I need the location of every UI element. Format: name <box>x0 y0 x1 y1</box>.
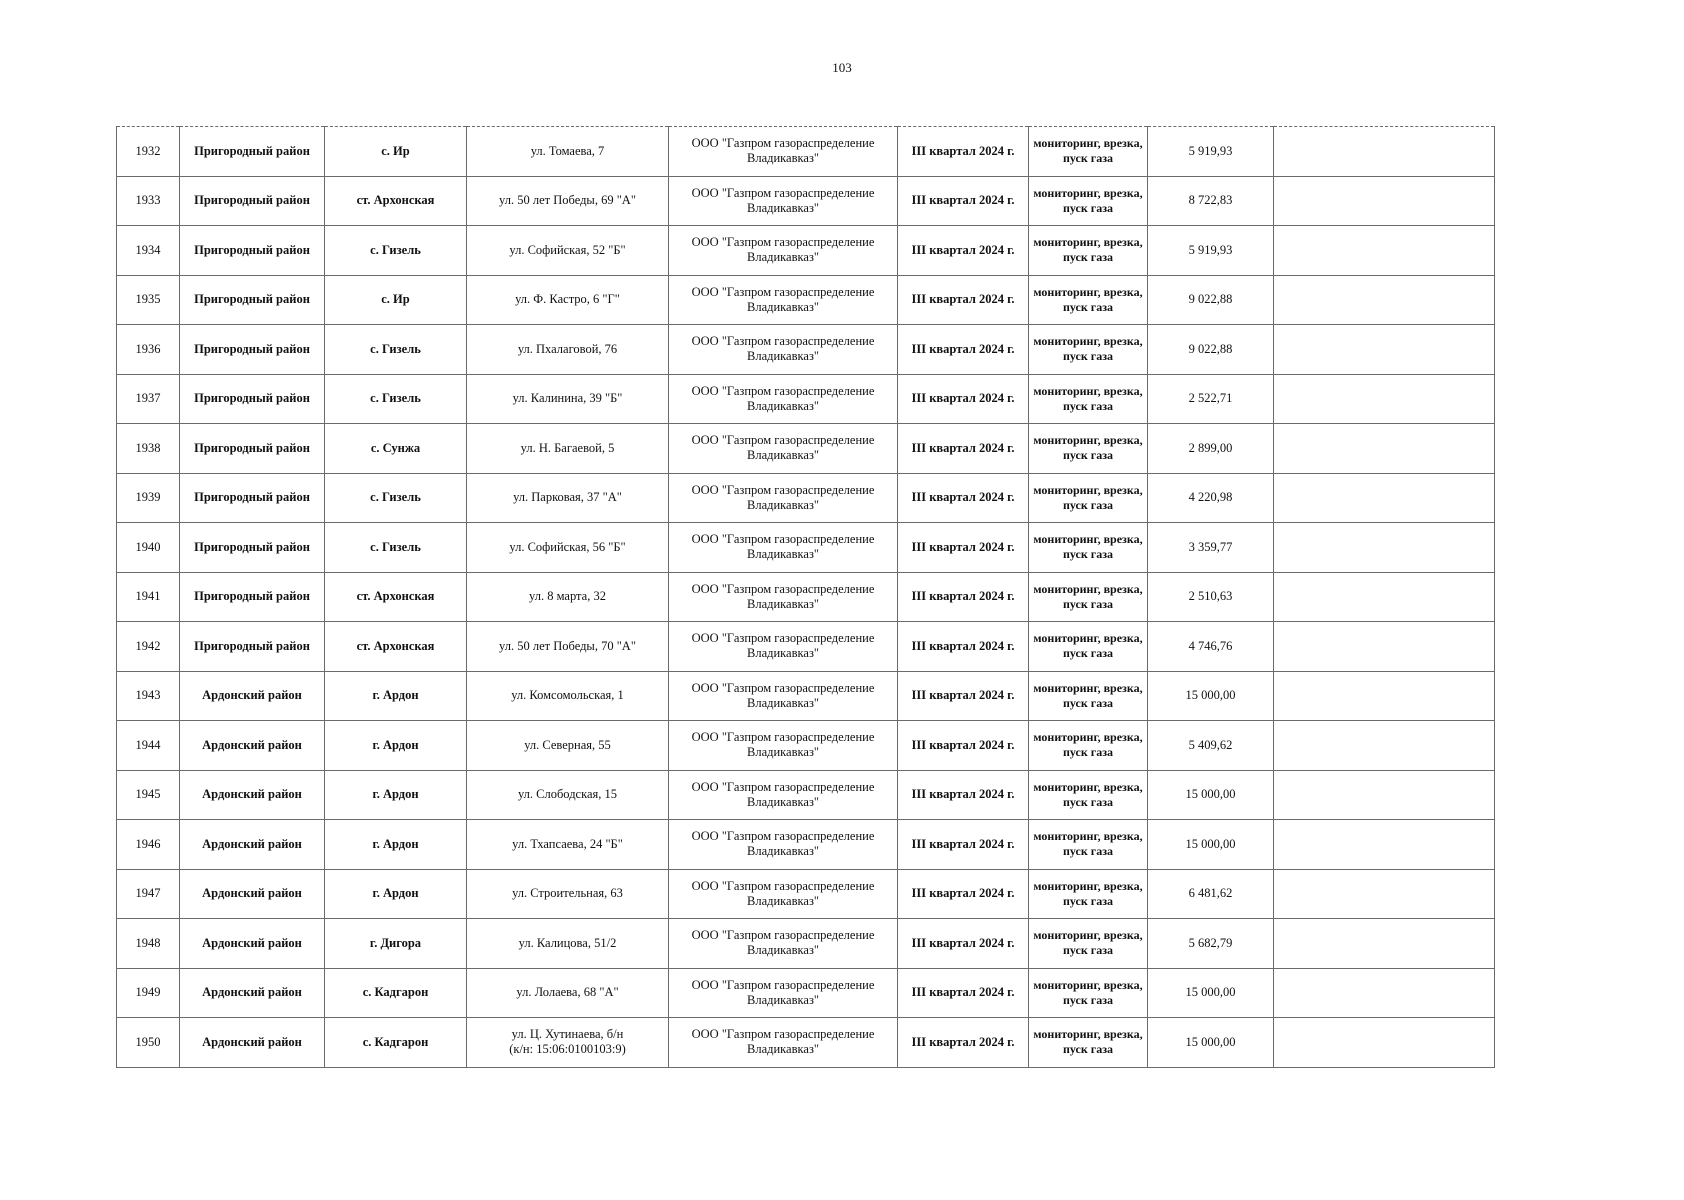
locality-cell: с. Гизель <box>325 374 467 424</box>
locality-cell: с. Сунжа <box>325 424 467 474</box>
address-cell <box>467 523 669 573</box>
locality-cell: ст. Архонская <box>325 176 467 226</box>
note-cell <box>1274 968 1495 1018</box>
organization-cell: ООО "Газпром газораспределение Владикавказ" <box>669 473 898 523</box>
district-cell: Пригородный район <box>180 523 325 573</box>
row-number: 1934 <box>117 226 180 276</box>
row-number: 1939 <box>117 473 180 523</box>
district-cell: Пригородный район <box>180 127 325 177</box>
row-number: 1937 <box>117 374 180 424</box>
organization-cell: ООО "Газпром газораспределение Владикавказ" <box>669 226 898 276</box>
period-cell: III квартал 2024 г. <box>898 622 1029 672</box>
address-cell <box>467 820 669 870</box>
amount-cell: 2 899,00 <box>1148 424 1274 474</box>
organization-cell: ООО "Газпром газораспределение Владикавказ" <box>669 869 898 919</box>
work-type-cell: мониторинг, врезка, пуск газа <box>1029 671 1148 721</box>
period-cell: III квартал 2024 г. <box>898 572 1029 622</box>
note-cell <box>1274 325 1495 375</box>
row-number: 1932 <box>117 127 180 177</box>
note-cell <box>1274 374 1495 424</box>
work-type-cell: мониторинг, врезка, пуск газа <box>1029 424 1148 474</box>
address-cell <box>467 1018 669 1068</box>
district-cell: Ардонский район <box>180 820 325 870</box>
period-cell: III квартал 2024 г. <box>898 374 1029 424</box>
address-line: ул. Парковая, 37 "А" <box>513 490 622 505</box>
address-line: ул. 50 лет Победы, 70 "А" <box>499 638 636 653</box>
organization-cell: ООО "Газпром газораспределение Владикавказ" <box>669 523 898 573</box>
locality-cell: г. Ардон <box>325 869 467 919</box>
table-row <box>117 721 1495 771</box>
address-cell <box>467 869 669 919</box>
locality-cell: г. Ардон <box>325 721 467 771</box>
period-cell: III квартал 2024 г. <box>898 1018 1029 1068</box>
period-cell: III квартал 2024 г. <box>898 424 1029 474</box>
address-line: ул. Комсомольская, 1 <box>511 688 624 703</box>
page-number: 103 <box>832 60 852 75</box>
row-number: 1943 <box>117 671 180 721</box>
address-cell <box>467 275 669 325</box>
note-cell <box>1274 919 1495 969</box>
address-line: ул. Пхалаговой, 76 <box>517 341 618 356</box>
period-cell: III квартал 2024 г. <box>898 919 1029 969</box>
address-line: ул. Лолаева, 68 "А" <box>516 985 619 1000</box>
period-cell: III квартал 2024 г. <box>898 968 1029 1018</box>
locality-cell: с. Гизель <box>325 226 467 276</box>
district-cell: Пригородный район <box>180 572 325 622</box>
row-number: 1938 <box>117 424 180 474</box>
district-cell: Пригородный район <box>180 325 325 375</box>
table-row <box>117 770 1495 820</box>
cadastral-number: (к/н: 15:06:0100103:9) <box>509 1042 626 1057</box>
address-cell <box>467 572 669 622</box>
amount-cell: 4 746,76 <box>1148 622 1274 672</box>
organization-cell: ООО "Газпром газораспределение Владикавказ" <box>669 919 898 969</box>
table-row <box>117 127 1495 177</box>
amount-cell: 3 359,77 <box>1148 523 1274 573</box>
address-line: ул. Слободская, 15 <box>517 787 618 802</box>
address-cell <box>467 473 669 523</box>
table-row <box>117 176 1495 226</box>
note-cell <box>1274 869 1495 919</box>
note-cell <box>1274 473 1495 523</box>
note-cell <box>1274 572 1495 622</box>
table-row <box>117 226 1495 276</box>
locality-cell: г. Ардон <box>325 820 467 870</box>
period-cell: III квартал 2024 г. <box>898 820 1029 870</box>
amount-cell: 5 409,62 <box>1148 721 1274 771</box>
district-cell: Пригородный район <box>180 374 325 424</box>
address-line: ул. Тхапсаева, 24 "Б" <box>512 836 623 851</box>
table-row <box>117 325 1495 375</box>
address-cell <box>467 127 669 177</box>
table-row <box>117 869 1495 919</box>
row-number: 1942 <box>117 622 180 672</box>
work-type-cell: мониторинг, врезка, пуск газа <box>1029 1018 1148 1068</box>
locality-cell: г. Дигора <box>325 919 467 969</box>
amount-cell: 15 000,00 <box>1148 1018 1274 1068</box>
work-type-cell: мониторинг, врезка, пуск газа <box>1029 523 1148 573</box>
note-cell <box>1274 622 1495 672</box>
address-cell <box>467 622 669 672</box>
table-row <box>117 275 1495 325</box>
amount-cell: 15 000,00 <box>1148 820 1274 870</box>
amount-cell: 5 919,93 <box>1148 127 1274 177</box>
district-cell: Ардонский район <box>180 770 325 820</box>
work-type-cell: мониторинг, врезка, пуск газа <box>1029 968 1148 1018</box>
address-line: ул. Калицова, 51/2 <box>518 935 617 950</box>
district-cell: Ардонский район <box>180 968 325 1018</box>
organization-cell: ООО "Газпром газораспределение Владикавказ" <box>669 622 898 672</box>
amount-cell: 8 722,83 <box>1148 176 1274 226</box>
period-cell: III квартал 2024 г. <box>898 523 1029 573</box>
note-cell <box>1274 770 1495 820</box>
locality-cell: с. Гизель <box>325 523 467 573</box>
address-cell <box>467 671 669 721</box>
district-cell: Ардонский район <box>180 1018 325 1068</box>
period-cell: III квартал 2024 г. <box>898 671 1029 721</box>
locality-cell: ст. Архонская <box>325 622 467 672</box>
address-cell <box>467 424 669 474</box>
district-cell: Ардонский район <box>180 721 325 771</box>
note-cell <box>1274 226 1495 276</box>
organization-cell: ООО "Газпром газораспределение Владикавказ" <box>669 1018 898 1068</box>
organization-cell: ООО "Газпром газораспределение Владикавказ" <box>669 275 898 325</box>
address-line: ул. Северная, 55 <box>524 737 611 752</box>
note-cell <box>1274 671 1495 721</box>
address-cell <box>467 325 669 375</box>
organization-cell: ООО "Газпром газораспределение Владикавказ" <box>669 127 898 177</box>
address-cell <box>467 919 669 969</box>
note-cell <box>1274 424 1495 474</box>
gas-connection-table <box>116 126 1495 1068</box>
row-number: 1947 <box>117 869 180 919</box>
address-line: ул. Калинина, 39 "Б" <box>512 391 623 406</box>
period-cell: III квартал 2024 г. <box>898 325 1029 375</box>
note-cell <box>1274 176 1495 226</box>
table-row <box>117 820 1495 870</box>
note-cell <box>1274 523 1495 573</box>
organization-cell: ООО "Газпром газораспределение Владикавказ" <box>669 770 898 820</box>
district-cell: Пригородный район <box>180 473 325 523</box>
period-cell: III квартал 2024 г. <box>898 473 1029 523</box>
district-cell: Пригородный район <box>180 424 325 474</box>
row-number: 1944 <box>117 721 180 771</box>
table-row <box>117 374 1495 424</box>
work-type-cell: мониторинг, врезка, пуск газа <box>1029 622 1148 672</box>
locality-cell: с. Ир <box>325 275 467 325</box>
note-cell <box>1274 127 1495 177</box>
period-cell: III квартал 2024 г. <box>898 770 1029 820</box>
locality-cell: ст. Архонская <box>325 572 467 622</box>
work-type-cell: мониторинг, врезка, пуск газа <box>1029 721 1148 771</box>
address-cell <box>467 721 669 771</box>
row-number: 1933 <box>117 176 180 226</box>
amount-cell: 2 522,71 <box>1148 374 1274 424</box>
table-row <box>117 919 1495 969</box>
table-row <box>117 424 1495 474</box>
address-line: ул. Н. Багаевой, 5 <box>520 440 615 455</box>
note-cell <box>1274 721 1495 771</box>
row-number: 1941 <box>117 572 180 622</box>
row-number: 1940 <box>117 523 180 573</box>
organization-cell: ООО "Газпром газораспределение Владикавказ" <box>669 176 898 226</box>
work-type-cell: мониторинг, врезка, пуск газа <box>1029 176 1148 226</box>
work-type-cell: мониторинг, врезка, пуск газа <box>1029 869 1148 919</box>
locality-cell: с. Гизель <box>325 473 467 523</box>
organization-cell: ООО "Газпром газораспределение Владикавказ" <box>669 671 898 721</box>
amount-cell: 2 510,63 <box>1148 572 1274 622</box>
address-cell <box>467 968 669 1018</box>
row-number: 1948 <box>117 919 180 969</box>
table-row <box>117 473 1495 523</box>
district-cell: Ардонский район <box>180 919 325 969</box>
organization-cell: ООО "Газпром газораспределение Владикавказ" <box>669 374 898 424</box>
note-cell <box>1274 1018 1495 1068</box>
locality-cell: г. Ардон <box>325 671 467 721</box>
address-cell <box>467 226 669 276</box>
row-number: 1936 <box>117 325 180 375</box>
row-number: 1946 <box>117 820 180 870</box>
amount-cell: 9 022,88 <box>1148 325 1274 375</box>
note-cell <box>1274 275 1495 325</box>
address-cell <box>467 770 669 820</box>
table-row <box>117 671 1495 721</box>
address-line: ул. Строительная, 63 <box>512 886 623 901</box>
organization-cell: ООО "Газпром газораспределение Владикавказ" <box>669 572 898 622</box>
table-body <box>117 127 1495 1068</box>
locality-cell: с. Кадгарон <box>325 1018 467 1068</box>
table-row <box>117 968 1495 1018</box>
amount-cell: 5 682,79 <box>1148 919 1274 969</box>
row-number: 1950 <box>117 1018 180 1068</box>
period-cell: III квартал 2024 г. <box>898 275 1029 325</box>
district-cell: Ардонский район <box>180 869 325 919</box>
period-cell: III квартал 2024 г. <box>898 721 1029 771</box>
locality-cell: с. Гизель <box>325 325 467 375</box>
table-row <box>117 1018 1495 1068</box>
locality-cell: с. Кадгарон <box>325 968 467 1018</box>
address-line: ул. Софийская, 52 "Б" <box>509 242 626 257</box>
row-number: 1949 <box>117 968 180 1018</box>
period-cell: III квартал 2024 г. <box>898 127 1029 177</box>
work-type-cell: мониторинг, врезка, пуск газа <box>1029 572 1148 622</box>
period-cell: III квартал 2024 г. <box>898 226 1029 276</box>
amount-cell: 6 481,62 <box>1148 869 1274 919</box>
work-type-cell: мониторинг, врезка, пуск газа <box>1029 770 1148 820</box>
amount-cell: 15 000,00 <box>1148 968 1274 1018</box>
amount-cell: 5 919,93 <box>1148 226 1274 276</box>
work-type-cell: мониторинг, врезка, пуск газа <box>1029 919 1148 969</box>
address-line: ул. Томаева, 7 <box>530 143 605 158</box>
work-type-cell: мониторинг, врезка, пуск газа <box>1029 820 1148 870</box>
address-line: ул. 50 лет Победы, 69 "А" <box>499 193 636 208</box>
district-cell: Пригородный район <box>180 226 325 276</box>
table-row <box>117 622 1495 672</box>
address-cell <box>467 374 669 424</box>
table-row <box>117 572 1495 622</box>
period-cell: III квартал 2024 г. <box>898 176 1029 226</box>
district-cell: Пригородный район <box>180 176 325 226</box>
address-cell <box>467 176 669 226</box>
table-row <box>117 523 1495 573</box>
work-type-cell: мониторинг, врезка, пуск газа <box>1029 325 1148 375</box>
address-line: ул. Ц. Хутинаева, б/н <box>511 1027 624 1042</box>
note-cell <box>1274 820 1495 870</box>
address-line: ул. 8 марта, 32 <box>529 589 606 604</box>
organization-cell: ООО "Газпром газораспределение Владикавказ" <box>669 968 898 1018</box>
district-cell: Пригородный район <box>180 622 325 672</box>
work-type-cell: мониторинг, врезка, пуск газа <box>1029 374 1148 424</box>
period-cell: III квартал 2024 г. <box>898 869 1029 919</box>
row-number: 1935 <box>117 275 180 325</box>
locality-cell: с. Ир <box>325 127 467 177</box>
organization-cell: ООО "Газпром газораспределение Владикавказ" <box>669 424 898 474</box>
row-number: 1945 <box>117 770 180 820</box>
address-line: ул. Софийская, 56 "Б" <box>509 539 626 554</box>
work-type-cell: мониторинг, врезка, пуск газа <box>1029 127 1148 177</box>
locality-cell: г. Ардон <box>325 770 467 820</box>
amount-cell: 15 000,00 <box>1148 671 1274 721</box>
district-cell: Ардонский район <box>180 671 325 721</box>
address-line: ул. Ф. Кастро, 6 "Г" <box>515 292 620 307</box>
organization-cell: ООО "Газпром газораспределение Владикавказ" <box>669 325 898 375</box>
district-cell: Пригородный район <box>180 275 325 325</box>
work-type-cell: мониторинг, врезка, пуск газа <box>1029 473 1148 523</box>
work-type-cell: мониторинг, врезка, пуск газа <box>1029 226 1148 276</box>
amount-cell: 15 000,00 <box>1148 770 1274 820</box>
work-type-cell: мониторинг, врезка, пуск газа <box>1029 275 1148 325</box>
organization-cell: ООО "Газпром газораспределение Владикавказ" <box>669 721 898 771</box>
organization-cell: ООО "Газпром газораспределение Владикавказ" <box>669 820 898 870</box>
amount-cell: 9 022,88 <box>1148 275 1274 325</box>
amount-cell: 4 220,98 <box>1148 473 1274 523</box>
